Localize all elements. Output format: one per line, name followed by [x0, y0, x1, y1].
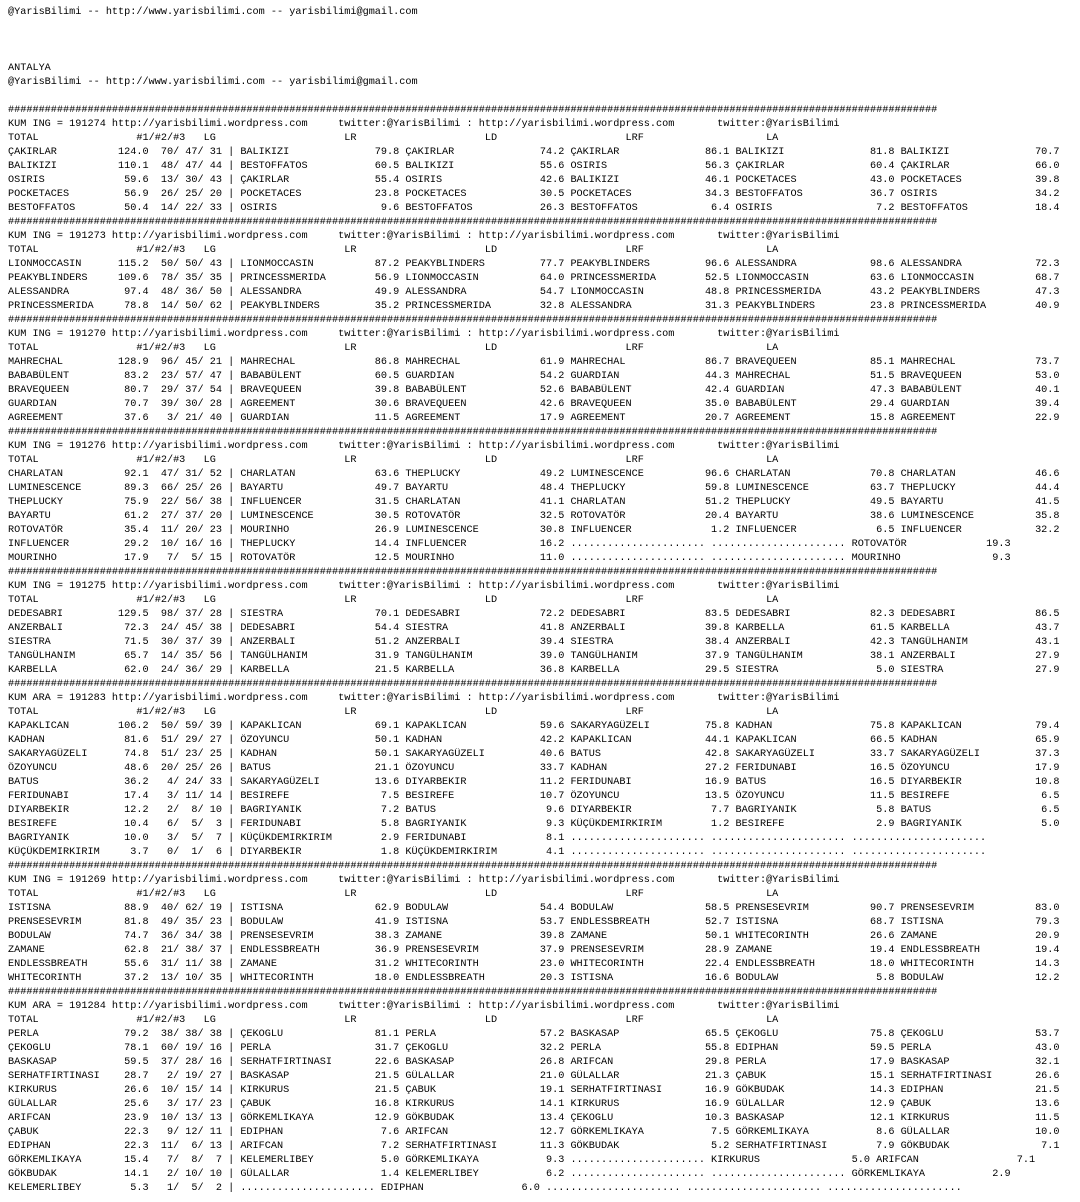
result-row: ENDLESSBREATH 55.6 31/ 11/ 38 | ZAMANE 31.2 WHITECORINTH 23.0 WHITECORINTH 22.4 ENDLESSBREATH 18.0 WHITECORINTH 14.3: [8, 959, 1060, 970]
result-row: TANGÜLHANIM 65.7 14/ 35/ 56 | TANGÜLHANIM 31.9 TANGÜLHANIM 39.0 TANGÜLHANIM 37.9 TANGÜLHANIM 38.1 ANZERBALI 27.9: [8, 651, 1060, 662]
result-row: PRINCESSMERIDA 78.8 14/ 50/ 62 | PEAKYBLINDERS 35.2 PRINCESSMERIDA 32.8 ALESSANDRA 31.3 PEAKYBLINDERS 23.8 PRINCESSMERIDA 40.9: [8, 301, 1060, 312]
blank-line: [8, 48, 1080, 62]
result-row: GÜLALLAR 25.6 3/ 17/ 23 | ÇABUK 16.8 KIRKURUS 14.1 KIRKURUS 16.9 GÜLALLAR 12.9 ÇABUK 13.6: [8, 1099, 1060, 1110]
result-row: BASKASAP 59.5 37/ 28/ 16 | SERHATFIRTINASI 22.6 BASKASAP 26.8 ARIFCAN 29.8 PERLA 17.9 BASKASAP 32.1: [8, 1057, 1060, 1068]
race-header-line: KUM ARA = 191284 http://yarisbilimi.wordpress.com twitter:@YarisBilimi : http://yarisbilimi.wordpress.com twitter:@YarisBilimi: [8, 1001, 840, 1012]
result-row: FERIDUNABI 17.4 3/ 11/ 14 | BESIREFE 7.5 BESIREFE 10.7 ÖZOYUNCU 13.5 ÖZOYUNCU 11.5 BESIREFE 6.5: [8, 791, 1060, 802]
race-header-line: KUM ING = 191276 http://yarisbilimi.wordpress.com twitter:@YarisBilimi : http://yarisbilimi.wordpress.com twitter:@YarisBilimi: [8, 441, 840, 452]
result-row: KIRKURUS 26.6 10/ 15/ 14 | KIRKURUS 21.5 ÇABUK 19.1 SERHATFIRTINASI 16.9 GÖKBUDAK 14.3 EDIPHAN 21.5: [8, 1085, 1060, 1096]
race-header-line: KUM ING = 191270 http://yarisbilimi.wordpress.com twitter:@YarisBilimi : http://yarisbilimi.wordpress.com twitter:@YarisBilimi: [8, 329, 840, 340]
result-row: MAHRECHAL 128.9 96/ 45/ 21 | MAHRECHAL 86.8 MAHRECHAL 61.9 MAHRECHAL 86.7 BRAVEQUEEN 85.1 MAHRECHAL 73.7: [8, 357, 1060, 368]
result-row: ÇAKIRLAR 124.0 70/ 47/ 31 | BALIKIZI 79.8 ÇAKIRLAR 74.2 ÇAKIRLAR 86.1 BALIKIZI 81.8 BALIKIZI 70.7: [8, 147, 1060, 158]
result-row: SAKARYAGÜZELI 74.8 51/ 23/ 25 | KADHAN 50.1 SAKARYAGÜZELI 40.6 BATUS 42.8 SAKARYAGÜZELI 33.7 SAKARYAGÜZELI 37.3: [8, 749, 1060, 760]
result-row: ANZERBALI 72.3 24/ 45/ 38 | DEDESABRI 54.4 SIESTRA 41.8 ANZERBALI 39.8 KARBELLA 61.5 KARBELLA 43.7: [8, 623, 1060, 634]
result-row: GÖKBUDAK 14.1 2/ 10/ 10 | GÜLALLAR 1.4 KELEMERLIBEY 6.2 ...................... ...................... GÖRKEMLIKAYA 2.9: [8, 1169, 1011, 1180]
result-row: ISTISNA 88.9 40/ 62/ 19 | ISTISNA 62.9 BODULAW 54.4 BODULAW 58.5 PRENSESEVRIM 90.7 PRENSESEVRIM 83.0: [8, 903, 1060, 914]
result-row: ÇEKOGLU 78.1 60/ 19/ 16 | PERLA 31.7 ÇEKOGLU 32.2 PERLA 55.8 EDIPHAN 59.5 PERLA 43.0: [8, 1043, 1060, 1054]
column-header-line: TOTAL #1/#2/#3 LG LR LD LRF LA: [8, 1015, 779, 1026]
result-row: BALIKIZI 110.1 48/ 47/ 44 | BESTOFFATOS 60.5 BALIKIZI 55.6 OSIRIS 56.3 ÇAKIRLAR 60.4 ÇAKIRLAR 66.0: [8, 161, 1060, 172]
result-row: ZAMANE 62.8 21/ 38/ 37 | ENDLESSBREATH 36.9 PRENSESEVRIM 37.9 PRENSESEVRIM 28.9 ZAMANE 19.4 ENDLESSBREATH 19.4: [8, 945, 1060, 956]
result-row: DEDESABRI 129.5 98/ 37/ 28 | SIESTRA 70.1 DEDESABRI 72.2 DEDESABRI 83.5 DEDESABRI 82.3 DEDESABRI 86.5: [8, 609, 1060, 620]
result-row: SERHATFIRTINASI 28.7 2/ 19/ 27 | BASKASAP 21.5 GÜLALLAR 21.0 GÜLALLAR 21.3 ÇABUK 15.1 SERHATFIRTINASI 26.6: [8, 1071, 1060, 1082]
result-row: GUARDIAN 70.7 39/ 30/ 28 | AGREEMENT 30.6 BRAVEQUEEN 42.6 BRAVEQUEEN 35.0 BABABÜLENT 29.4 GUARDIAN 39.4: [8, 399, 1060, 410]
result-row: BAYARTU 61.2 27/ 37/ 20 | LUMINESCENCE 30.5 ROTOVATÖR 32.5 ROTOVATÖR 20.4 BAYARTU 38.6 LUMINESCENCE 35.8: [8, 511, 1060, 522]
column-header-line: TOTAL #1/#2/#3 LG LR LD LRF LA: [8, 343, 779, 354]
separator-line: ########################################################################################################################################################: [8, 315, 938, 326]
result-row: BESTOFFATOS 50.4 14/ 22/ 33 | OSIRIS 9.6 BESTOFFATOS 26.3 BESTOFFATOS 6.4 OSIRIS 7.2 BESTOFFATOS 18.4: [8, 203, 1060, 214]
result-row: EDIPHAN 22.3 11/ 6/ 13 | ARIFCAN 7.2 SERHATFIRTINASI 11.3 GÖKBUDAK 5.2 SERHATFIRTINASI 7.9 GÖKBUDAK 7.1: [8, 1141, 1060, 1152]
result-row: LUMINESCENCE 89.3 66/ 25/ 26 | BAYARTU 49.7 BAYARTU 48.4 THEPLUCKY 59.8 LUMINESCENCE 63.7 THEPLUCKY 44.4: [8, 483, 1060, 494]
result-row: OSIRIS 59.6 13/ 30/ 43 | ÇAKIRLAR 55.4 OSIRIS 42.6 BALIKIZI 46.1 POCKETACES 43.0 POCKETACES 39.8: [8, 175, 1060, 186]
separator-line: ########################################################################################################################################################: [8, 427, 938, 438]
separator-line: ########################################################################################################################################################: [8, 987, 938, 998]
city-title: ANTALYA: [8, 63, 51, 74]
result-row: BABABÜLENT 83.2 23/ 57/ 47 | BABABÜLENT 60.5 GUARDIAN 54.2 GUARDIAN 44.3 MAHRECHAL 51.5 BRAVEQUEEN 53.0: [8, 371, 1060, 382]
result-row: DIYARBEKIR 12.2 2/ 8/ 10 | BAGRIYANIK 7.2 BATUS 9.6 DIYARBEKIR 7.7 BAGRIYANIK 5.8 BATUS 6.5: [8, 805, 1060, 816]
result-row: BESIREFE 10.4 6/ 5/ 3 | FERIDUNABI 5.8 BAGRIYANIK 9.3 KÜÇÜKDEMIRKIRIM 1.2 BESIREFE 2.9 BAGRIYANIK 5.0: [8, 819, 1060, 830]
result-row: BATUS 36.2 4/ 24/ 33 | SAKARYAGÜZELI 13.6 DIYARBEKIR 11.2 FERIDUNABI 16.9 BATUS 16.5 DIYARBEKIR 10.8: [8, 777, 1060, 788]
race-header-line: KUM ARA = 191283 http://yarisbilimi.wordpress.com twitter:@YarisBilimi : http://yarisbilimi.wordpress.com twitter:@YarisBilimi: [8, 693, 840, 704]
blank-line: [8, 90, 1080, 104]
separator-line: ########################################################################################################################################################: [8, 105, 938, 116]
race-header-line: KUM ING = 191269 http://yarisbilimi.wordpress.com twitter:@YarisBilimi : http://yarisbilimi.wordpress.com twitter:@YarisBilimi: [8, 875, 840, 886]
separator-line: ########################################################################################################################################################: [8, 679, 938, 690]
result-row: KADHAN 81.6 51/ 29/ 27 | ÖZOYUNCU 50.1 KADHAN 42.2 KAPAKLICAN 44.1 KAPAKLICAN 66.5 KADHAN 65.9: [8, 735, 1060, 746]
result-row: SIESTRA 71.5 30/ 37/ 39 | ANZERBALI 51.2 ANZERBALI 39.4 SIESTRA 38.4 ANZERBALI 42.3 TANGÜLHANIM 43.1: [8, 637, 1060, 648]
result-row: GÖRKEMLIKAYA 15.4 7/ 8/ 7 | KELEMERLIBEY 5.0 GÖRKEMLIKAYA 9.3 ...................... KIRKURUS 5.0 ARIFCAN 7.1: [8, 1155, 1036, 1166]
result-row: ÇABUK 22.3 9/ 12/ 11 | EDIPHAN 7.6 ARIFCAN 12.7 GÖRKEMLIKAYA 7.5 GÖRKEMLIKAYA 8.6 GÜLALLAR 10.0: [8, 1127, 1060, 1138]
site-header-line: @YarisBilimi -- http://www.yarisbilimi.com -- yarisbilimi@gmail.com: [8, 7, 418, 18]
result-row: ÖZOYUNCU 48.6 20/ 25/ 26 | BATUS 21.1 ÖZOYUNCU 33.7 KADHAN 27.2 FERIDUNABI 16.5 ÖZOYUNCU 17.9: [8, 763, 1060, 774]
column-header-line: TOTAL #1/#2/#3 LG LR LD LRF LA: [8, 245, 779, 256]
column-header-line: TOTAL #1/#2/#3 LG LR LD LRF LA: [8, 707, 779, 718]
result-row: WHITECORINTH 37.2 13/ 10/ 35 | WHITECORINTH 18.0 ENDLESSBREATH 20.3 ISTISNA 16.6 BODULAW 5.8 BODULAW 12.2: [8, 973, 1060, 984]
result-row: ROTOVATÖR 35.4 11/ 20/ 23 | MOURINHO 26.9 LUMINESCENCE 30.8 INFLUENCER 1.2 INFLUENCER 6.5 INFLUENCER 32.2: [8, 525, 1060, 536]
result-row: BAGRIYANIK 10.0 3/ 5/ 7 | KÜÇÜKDEMIRKIRIM 2.9 FERIDUNABI 8.1 ...................... ...................... ......................: [8, 833, 987, 844]
result-row: AGREEMENT 37.6 3/ 21/ 40 | GUARDIAN 11.5 AGREEMENT 17.9 AGREEMENT 20.7 AGREEMENT 15.8 AGREEMENT 22.9: [8, 413, 1060, 424]
result-row: KÜÇÜKDEMIRKIRIM 3.7 0/ 1/ 6 | DIYARBEKIR 1.8 KÜÇÜKDEMIRKIRIM 4.1 ...................... ...................... ......................: [8, 847, 987, 858]
column-header-line: TOTAL #1/#2/#3 LG LR LD LRF LA: [8, 455, 779, 466]
result-row: PERLA 79.2 38/ 38/ 38 | ÇEKOGLU 81.1 PERLA 57.2 BASKASAP 65.5 ÇEKOGLU 75.8 ÇEKOGLU 53.7: [8, 1029, 1060, 1040]
column-header-line: TOTAL #1/#2/#3 LG LR LD LRF LA: [8, 133, 779, 144]
result-row: BRAVEQUEEN 80.7 29/ 37/ 54 | BRAVEQUEEN 39.8 BABABÜLENT 52.6 BABABÜLENT 42.4 GUARDIAN 47.3 BABABÜLENT 40.1: [8, 385, 1060, 396]
result-row: ARIFCAN 23.9 10/ 13/ 13 | GÖRKEMLIKAYA 12.9 GÖKBUDAK 13.4 ÇEKOGLU 10.3 BASKASAP 12.1 KIRKURUS 11.5: [8, 1113, 1060, 1124]
race-header-line: KUM ING = 191273 http://yarisbilimi.wordpress.com twitter:@YarisBilimi : http://yarisbilimi.wordpress.com twitter:@YarisBilimi: [8, 231, 840, 242]
result-row: CHARLATAN 92.1 47/ 31/ 52 | CHARLATAN 63.6 THEPLUCKY 49.2 LUMINESCENCE 96.6 CHARLATAN 70.8 CHARLATAN 46.6: [8, 469, 1060, 480]
result-row: MOURINHO 17.9 7/ 5/ 15 | ROTOVATÖR 12.5 MOURINHO 11.0 ...................... ...................... MOURINHO 9.3: [8, 553, 1011, 564]
result-row: BODULAW 74.7 36/ 34/ 38 | PRENSESEVRIM 38.3 ZAMANE 39.8 ZAMANE 50.1 WHITECORINTH 26.6 ZAMANE 20.9: [8, 931, 1060, 942]
race-report-text: [8, 6, 1080, 1196]
column-header-line: TOTAL #1/#2/#3 LG LR LD LRF LA: [8, 889, 779, 900]
result-row: POCKETACES 56.9 26/ 25/ 20 | POCKETACES 23.8 POCKETACES 30.5 POCKETACES 34.3 BESTOFFATOS 36.7 OSIRIS 34.2: [8, 189, 1060, 200]
result-row: THEPLUCKY 75.9 22/ 56/ 38 | INFLUENCER 31.5 CHARLATAN 41.1 CHARLATAN 51.2 THEPLUCKY 49.5 BAYARTU 41.5: [8, 497, 1060, 508]
result-row: INFLUENCER 29.2 10/ 16/ 16 | THEPLUCKY 14.4 INFLUENCER 16.2 ...................... ...................... ROTOVATÖR 19.3: [8, 539, 1011, 550]
result-row: PEAKYBLINDERS 109.6 78/ 35/ 35 | PRINCESSMERIDA 56.9 LIONMOCCASIN 64.0 PRINCESSMERIDA 52.5 LIONMOCCASIN 63.6 LIONMOCCASIN 68.7: [8, 273, 1060, 284]
site-header-line: @YarisBilimi -- http://www.yarisbilimi.com -- yarisbilimi@gmail.com: [8, 77, 418, 88]
result-row: KELEMERLIBEY 5.3 1/ 5/ 2 | ...................... EDIPHAN 6.0 ...................... ...................... ......................: [8, 1183, 962, 1194]
result-row: KARBELLA 62.0 24/ 36/ 29 | KARBELLA 21.5 KARBELLA 36.8 KARBELLA 29.5 SIESTRA 5.0 SIESTRA 27.9: [8, 665, 1060, 676]
result-row: LIONMOCCASIN 115.2 50/ 50/ 43 | LIONMOCCASIN 87.2 PEAKYBLINDERS 77.7 PEAKYBLINDERS 96.6 ALESSANDRA 98.6 ALESSANDRA 72.3: [8, 259, 1060, 270]
race-header-line: KUM ING = 191274 http://yarisbilimi.wordpress.com twitter:@YarisBilimi : http://yarisbilimi.wordpress.com twitter:@YarisBilimi: [8, 119, 840, 130]
separator-line: ########################################################################################################################################################: [8, 567, 938, 578]
separator-line: ########################################################################################################################################################: [8, 217, 938, 228]
race-header-line: KUM ING = 191275 http://yarisbilimi.wordpress.com twitter:@YarisBilimi : http://yarisbilimi.wordpress.com twitter:@YarisBilimi: [8, 581, 840, 592]
blank-line: [8, 20, 1080, 34]
blank-line: [8, 34, 1080, 48]
result-row: ALESSANDRA 97.4 48/ 36/ 50 | ALESSANDRA 49.9 ALESSANDRA 54.7 LIONMOCCASIN 48.8 PRINCESSMERIDA 43.2 PEAKYBLINDERS 47.3: [8, 287, 1060, 298]
separator-line: ########################################################################################################################################################: [8, 861, 938, 872]
column-header-line: TOTAL #1/#2/#3 LG LR LD LRF LA: [8, 595, 779, 606]
result-row: PRENSESEVRIM 81.8 49/ 35/ 23 | BODULAW 41.9 ISTISNA 53.7 ENDLESSBREATH 52.7 ISTISNA 68.7 ISTISNA 79.3: [8, 917, 1060, 928]
result-row: KAPAKLICAN 106.2 50/ 59/ 39 | KAPAKLICAN 69.1 KAPAKLICAN 59.6 SAKARYAGÜZELI 75.8 KADHAN 75.8 KAPAKLICAN 79.4: [8, 721, 1060, 732]
